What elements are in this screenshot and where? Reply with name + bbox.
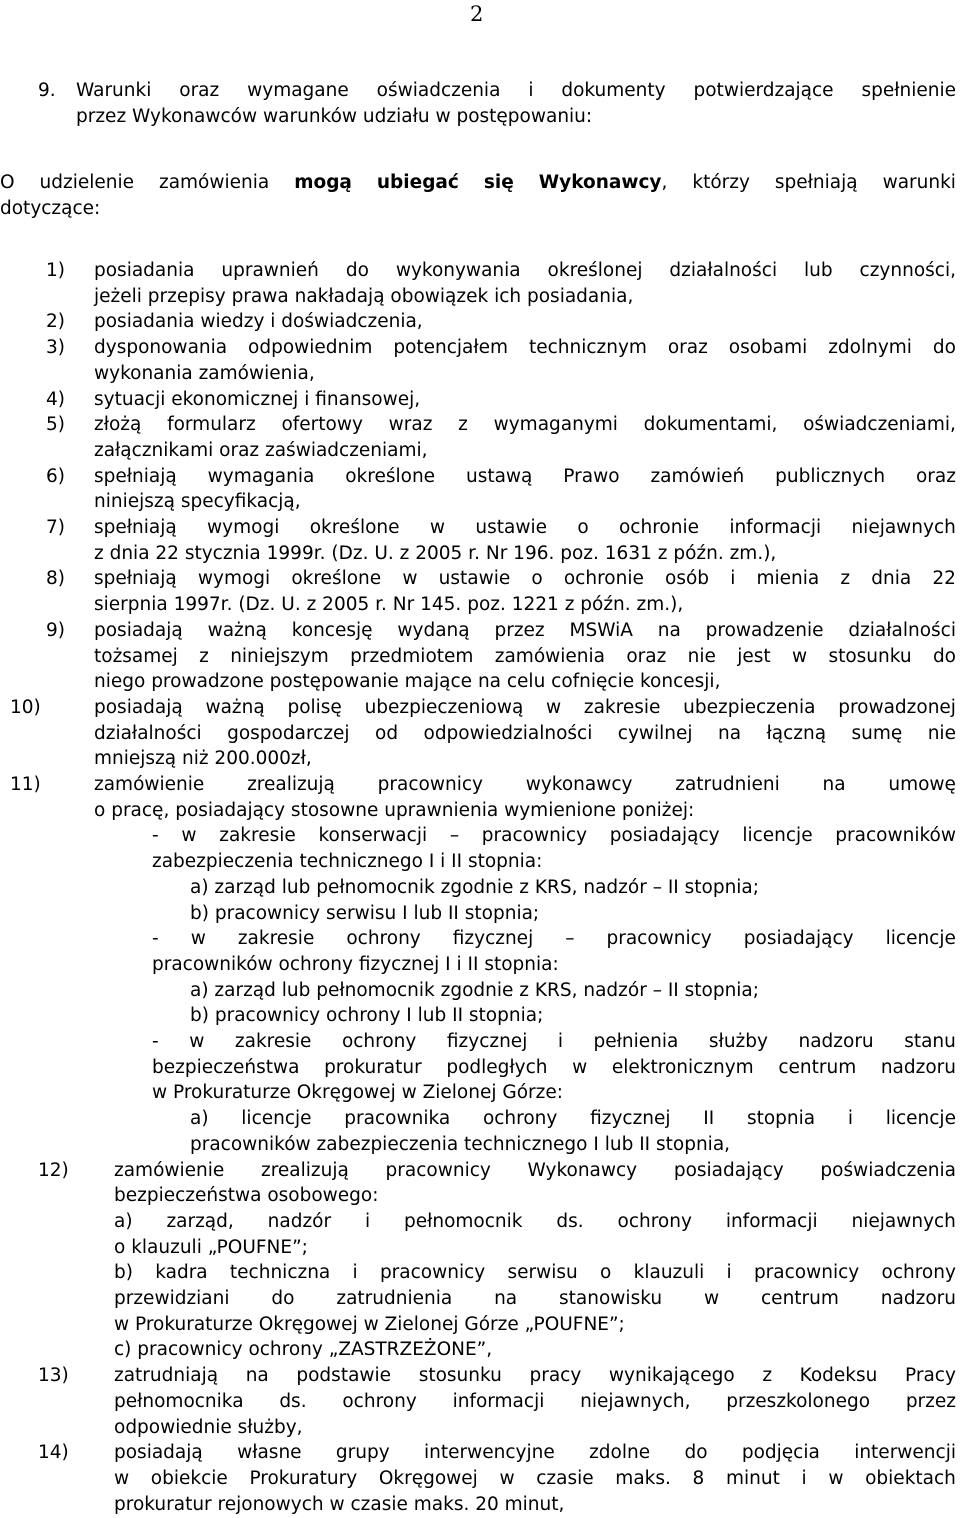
list-item-line: jeżeli przepisy prawa nakładają obowiązek ich posiadania, bbox=[94, 285, 634, 307]
list-item-line: posiadania wiedzy i doświadczenia, bbox=[94, 311, 423, 333]
page-number: 2 bbox=[470, 2, 484, 26]
list-item-line: spełniają wymogi określone w ustawie o ochronie osób i mienia z dnia 22 bbox=[94, 568, 956, 590]
list-item-line: o klauzuli „POUFNE”; bbox=[114, 1236, 308, 1258]
list-item-line: wykonania zamówienia, bbox=[94, 362, 315, 384]
list-item-line: z dnia 22 stycznia 1999r. (Dz. U. z 2005 r. Nr 196. poz. 1631 z późn. zm.), bbox=[94, 542, 777, 564]
list-item-line: w obiekcie Prokuratury Okręgowej w czasie maks. 8 minut i w obiektach bbox=[114, 1467, 956, 1489]
list-number: 10) bbox=[10, 696, 41, 718]
sub-item-line: bezpieczeństwa prokuratur podległych w elektronicznym centrum nadzoru bbox=[152, 1056, 956, 1078]
list-item-line: działalności gospodarczej od odpowiedzialności cywilnej na łączną sumę nie bbox=[94, 722, 956, 744]
list-number: 5) bbox=[46, 414, 65, 436]
sub-item-line: - w zakresie ochrony fizycznej – pracownicy posiadający licencje bbox=[152, 928, 956, 950]
intro-line-1: O udzielenie zamówienia mogą ubiegać się Wykonawcy, którzy spełniają warunki bbox=[0, 172, 956, 193]
sub-item-line: - w zakresie konserwacji – pracownicy posiadający licencje pracowników bbox=[152, 825, 956, 847]
list-item-line: sierpnia 1997r. (Dz. U. z 2005 r. Nr 145. poz. 1221 z późn. zm.), bbox=[94, 594, 684, 616]
sub-item-line: w Prokuraturze Okręgowej w Zielonej Górze: bbox=[152, 1082, 563, 1104]
list-number: 8) bbox=[46, 568, 65, 590]
heading-line-1: Warunki oraz wymagane oświadczenia i dokumenty potwierdzające spełnienie bbox=[76, 80, 956, 101]
list-number: 14) bbox=[38, 1442, 69, 1464]
list-item-line: dysponowania odpowiednim potencjałem technicznym oraz osobami zdolnymi do bbox=[94, 337, 956, 359]
heading-line-2: przez Wykonawców warunków udziału w postępowaniu: bbox=[76, 106, 593, 127]
list-item-line: w Prokuraturze Okręgowej w Zielonej Górze „POUFNE”; bbox=[114, 1313, 625, 1335]
list-item-line: posiadają ważną polisę ubezpieczeniową w zakresie ubezpieczenia prowadzonej bbox=[94, 696, 956, 718]
list-number: 11) bbox=[10, 774, 41, 795]
list-item-line: prokuratur rejonowych w czasie maks. 20 minut, bbox=[114, 1493, 565, 1515]
sub-item-line: a) licencje pracownika ochrony fizycznej II stopnia i licencje bbox=[190, 1108, 956, 1130]
intro-line-2: dotyczące: bbox=[0, 198, 101, 219]
sub-item-line: pracowników ochrony fizycznej I i II stopnia: bbox=[152, 953, 559, 975]
list-number: 3) bbox=[46, 337, 65, 359]
list-item-line: zamówienie zrealizują pracownicy Wykonawcy posiadający poświadczenia bbox=[114, 1159, 956, 1181]
list-item-line: bezpieczeństwa osobowego: bbox=[114, 1185, 379, 1207]
list-number: 7) bbox=[46, 517, 65, 538]
list-item-line: zamówienie zrealizują pracownicy wykonawcy zatrudnieni na umowę bbox=[94, 774, 956, 795]
list-item-line: niego prowadzone postępowanie mające na celu cofnięcie koncesji, bbox=[94, 671, 721, 693]
list-number: 12) bbox=[38, 1159, 69, 1181]
list-item-line: pełnomocnika ds. ochrony informacji niejawnych, przeszkolonego przez bbox=[114, 1390, 956, 1412]
list-item-line: załącznikami oraz zaświadczeniami, bbox=[94, 439, 428, 461]
sub-item-line: a) zarząd lub pełnomocnik zgodnie z KRS, nadzór – II stopnia; bbox=[190, 979, 760, 1001]
list-item-line: przewidziani do zatrudnienia na stanowisku w centrum nadzoru bbox=[114, 1288, 956, 1309]
heading-number: 9. bbox=[38, 80, 56, 101]
list-item-line: niniejszą specyfikacją, bbox=[94, 491, 301, 513]
list-number: 9) bbox=[46, 619, 65, 641]
list-number: 4) bbox=[46, 388, 65, 410]
list-item-line: posiadają własne grupy interwencyjne zdolne do podjęcia interwencji bbox=[114, 1442, 956, 1464]
sub-item-line: pracowników zabezpieczenia technicznego I lub II stopnia, bbox=[190, 1133, 731, 1155]
list-number: 1) bbox=[46, 260, 65, 281]
list-item-line: zatrudniają na podstawie stosunku pracy wynikającego z Kodeksu Pracy bbox=[114, 1365, 956, 1387]
list-item-line: tożsamej z niniejszym przedmiotem zamówienia oraz nie jest w stosunku do bbox=[94, 645, 956, 667]
list-item-line: b) kadra techniczna i pracownicy serwisu o klauzuli i pracownicy ochrony bbox=[114, 1262, 956, 1284]
list-item-line: złożą formularz ofertowy wraz z wymaganymi dokumentami, oświadczeniami, bbox=[94, 414, 956, 436]
list-item-line: sytuacji ekonomicznej i finansowej, bbox=[94, 388, 421, 410]
sub-item-line: zabezpieczenia technicznego I i II stopnia: bbox=[152, 851, 543, 873]
list-item-line: spełniają wymagania określone ustawą Prawo zamówień publicznych oraz bbox=[94, 465, 956, 487]
sub-item-line: - w zakresie ochrony fizycznej i pełnienia służby nadzoru stanu bbox=[152, 1031, 956, 1052]
list-number: 13) bbox=[38, 1365, 69, 1387]
list-item-line: posiadania uprawnień do wykonywania określonej działalności lub czynności, bbox=[94, 260, 956, 281]
list-item-line: posiadają ważną koncesję wydaną przez MSWiA na prowadzenie działalności bbox=[94, 619, 956, 641]
sub-item-line: a) zarząd lub pełnomocnik zgodnie z KRS, nadzór – II stopnia; bbox=[190, 876, 760, 898]
list-item-line: odpowiednie służby, bbox=[114, 1416, 303, 1438]
list-item-line: a) zarząd, nadzór i pełnomocnik ds. ochrony informacji niejawnych bbox=[114, 1210, 956, 1232]
list-item-line: spełniają wymogi określone w ustawie o ochronie informacji niejawnych bbox=[94, 517, 956, 538]
list-item-line: o pracę, posiadający stosowne uprawnienia wymienione poniżej: bbox=[94, 799, 695, 821]
list-item-line: mniejszą niż 200.000zł, bbox=[94, 748, 312, 770]
sub-item-line: b) pracownicy serwisu I lub II stopnia; bbox=[190, 902, 540, 924]
list-item-line: c) pracownicy ochrony „ZASTRZEŻONE”, bbox=[114, 1339, 493, 1361]
list-number: 6) bbox=[46, 465, 65, 487]
sub-item-line: b) pracownicy ochrony I lub II stopnia; bbox=[190, 1005, 544, 1027]
list-number: 2) bbox=[46, 311, 65, 333]
